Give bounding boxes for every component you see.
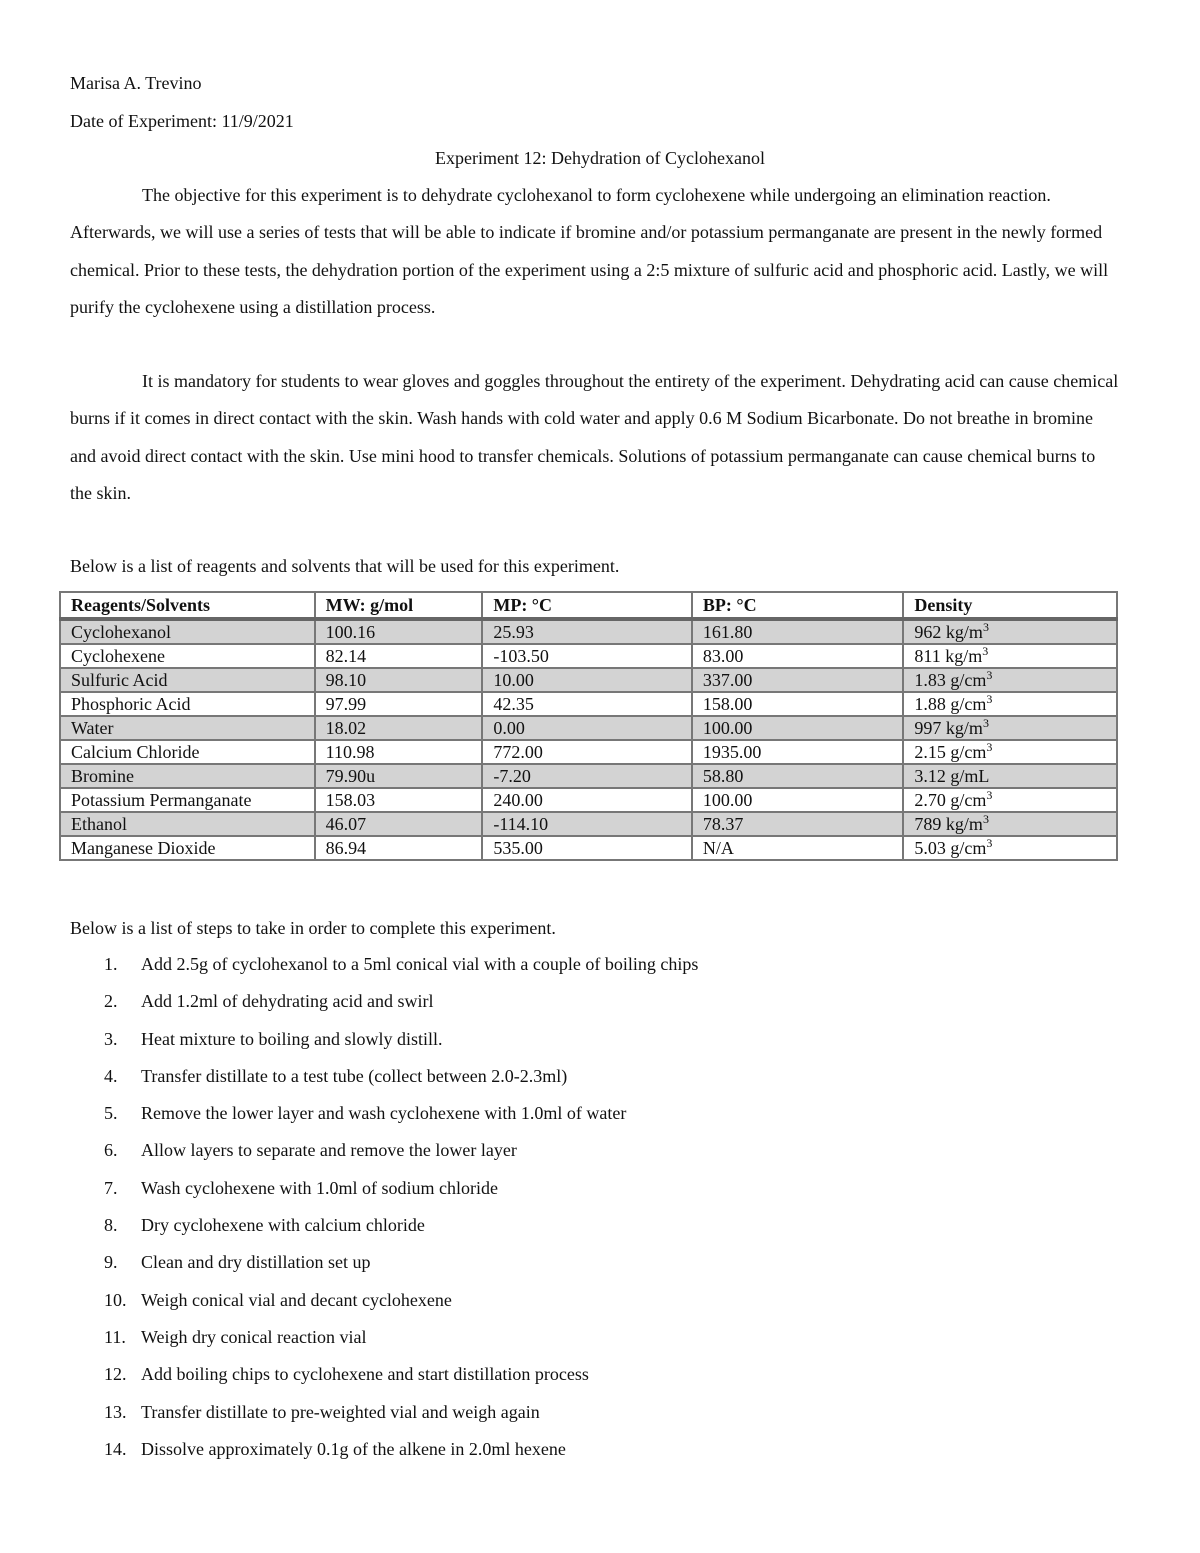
list-item — [70, 1394, 698, 1431]
cell-mp: 535.00 — [482, 836, 692, 860]
cell-mw: 100.16 — [315, 619, 483, 644]
author-name: Marisa A. Trevino — [70, 73, 202, 93]
step-number: 1. — [104, 954, 118, 974]
table-row — [60, 692, 1117, 716]
cell-reagent-name: Phosphoric Acid — [60, 692, 315, 716]
step-text: Remove the lower layer and wash cyclohexene with 1.0ml of water — [141, 1103, 627, 1124]
density-value: 5.03 g/cm — [914, 838, 987, 858]
cell-mp: 10.00 — [482, 668, 692, 692]
density-exponent: 3 — [982, 644, 989, 658]
step-text: Transfer distillate to a test tube (collect between 2.0-2.3ml) — [141, 1065, 568, 1086]
cell-bp: 337.00 — [692, 668, 904, 692]
density-value: 2.70 g/cm — [914, 790, 987, 810]
step-text: Add boiling chips to cyclohexene and start distillation process — [141, 1364, 589, 1385]
step-number: 8. — [104, 1215, 118, 1236]
table-row — [60, 836, 1117, 860]
cell-density — [903, 788, 1117, 812]
cell-mw: 18.02 — [315, 716, 483, 740]
step-text: Add 1.2ml of dehydrating acid and swirl — [141, 991, 434, 1012]
cell-density — [903, 692, 1117, 716]
cell-mw: 110.98 — [315, 740, 483, 764]
cell-reagent-name: Potassium Permanganate — [60, 788, 315, 812]
list-item — [70, 1319, 698, 1356]
steps-intro: Below is a list of steps to take in order to complete this experiment. — [70, 918, 556, 938]
density-exponent: 3 — [986, 740, 993, 754]
cell-density — [903, 619, 1117, 644]
cell-mp: 25.93 — [482, 619, 692, 644]
density-value: 3.12 g/mL — [914, 766, 990, 786]
step-text: Clean and dry distillation set up — [141, 1252, 371, 1273]
cell-mp: 42.35 — [482, 692, 692, 716]
table-row — [60, 619, 1117, 644]
density-exponent: 3 — [986, 788, 993, 802]
step-number: 3. — [104, 1028, 118, 1049]
step-number: 6. — [104, 1140, 118, 1161]
cell-density — [903, 836, 1117, 860]
step-number: 2. — [104, 991, 118, 1012]
cell-mw: 79.90u — [315, 764, 483, 788]
density-exponent: 3 — [986, 836, 993, 850]
density-value: 997 kg/m — [914, 718, 983, 738]
step-text: Weigh conical vial and decant cyclohexene — [141, 1289, 452, 1310]
cell-reagent-name: Manganese Dioxide — [60, 836, 315, 860]
cell-bp: 1935.00 — [692, 740, 904, 764]
reagents-intro: Below is a list of reagents and solvents that will be used for this experiment. — [70, 556, 620, 576]
list-item — [70, 1095, 698, 1132]
objective-paragraph — [70, 177, 1120, 326]
step-text: Allow layers to separate and remove the lower layer — [141, 1140, 517, 1161]
cell-density — [903, 740, 1117, 764]
step-text: Wash cyclohexene with 1.0ml of sodium chloride — [141, 1177, 498, 1198]
step-number: 10. — [104, 1289, 127, 1310]
cell-mw: 97.99 — [315, 692, 483, 716]
list-item — [70, 1207, 698, 1244]
density-exponent: 3 — [986, 668, 993, 682]
density-value: 1.88 g/cm — [914, 694, 987, 714]
step-number: 4. — [104, 1065, 118, 1086]
safety-text: It is mandatory for students to wear gloves and goggles throughout the entirety of the experiment. Dehydrating acid can cause chemical burns if it comes in direct contact with the skin. Wash hands with cold water and apply 0.6 M Sodium Bicarbonate. Do not breathe in bromine and avoid direct contact with the skin. Use mini hood to transfer chemicals. Solutions of potassium permanganate can cause chemical burns to the skin. — [70, 371, 1119, 503]
step-number: 13. — [104, 1401, 127, 1422]
density-exponent: 3 — [982, 812, 989, 826]
step-number: 5. — [104, 1103, 118, 1124]
reagents-table-body — [60, 619, 1117, 860]
safety-paragraph — [70, 363, 1120, 512]
list-item — [70, 1244, 698, 1281]
cell-mw: 86.94 — [315, 836, 483, 860]
col-header-mp: MP: °C — [482, 592, 692, 619]
step-number: 14. — [104, 1438, 127, 1459]
cell-density — [903, 668, 1117, 692]
col-header-bp: BP: °C — [692, 592, 904, 619]
list-item — [70, 1058, 698, 1095]
step-number: 7. — [104, 1177, 118, 1198]
cell-density — [903, 764, 1117, 788]
step-text: Dissolve approximately 0.1g of the alkene in 2.0ml hexene — [141, 1438, 566, 1459]
cell-bp: 161.80 — [692, 619, 904, 644]
step-text: Transfer distillate to pre-weighted vial and weigh again — [141, 1401, 540, 1422]
density-exponent: 3 — [982, 716, 989, 730]
cell-mp: -103.50 — [482, 644, 692, 668]
density-value: 2.15 g/cm — [914, 742, 987, 762]
cell-mp: 0.00 — [482, 716, 692, 740]
step-text: Dry cyclohexene with calcium chloride — [141, 1215, 425, 1236]
list-item — [70, 1170, 698, 1207]
step-text: Heat mixture to boiling and slowly distill. — [141, 1028, 443, 1049]
density-value: 811 kg/m — [914, 646, 983, 666]
table-row — [60, 812, 1117, 836]
cell-mw: 158.03 — [315, 788, 483, 812]
steps-list — [70, 946, 698, 1468]
cell-bp: N/A — [692, 836, 904, 860]
density-exponent: 3 — [982, 620, 989, 634]
reagents-table — [59, 591, 1118, 861]
cell-density — [903, 716, 1117, 740]
cell-bp: 100.00 — [692, 788, 904, 812]
objective-text: The objective for this experiment is to dehydrate cyclohexanol to form cyclohexene while undergoing an elimination reaction. Afterwards, we will use a series of tests that will be able to indicate if bromine and/or potassium permanganate are present in the newly formed chemical. Prior to these tests, the dehydration portion of the experiment using a 2:5 mixture of sulfuric acid and phosphoric acid. Lastly, we will purify the cyclohexene using a distillation process. — [70, 185, 1109, 317]
col-header-reagent: Reagents/Solvents — [60, 592, 315, 619]
cell-reagent-name: Cyclohexene — [60, 644, 315, 668]
table-row — [60, 668, 1117, 692]
step-text: Add 2.5g of cyclohexanol to a 5ml conical vial with a couple of boiling chips — [141, 954, 699, 974]
cell-mw: 46.07 — [315, 812, 483, 836]
cell-density — [903, 812, 1117, 836]
cell-bp: 78.37 — [692, 812, 904, 836]
table-row — [60, 716, 1117, 740]
cell-mp: 240.00 — [482, 788, 692, 812]
list-item — [70, 1431, 698, 1468]
density-value: 789 kg/m — [914, 814, 983, 834]
table-row — [60, 740, 1117, 764]
cell-mp: -7.20 — [482, 764, 692, 788]
cell-bp: 100.00 — [692, 716, 904, 740]
cell-reagent-name: Water — [60, 716, 315, 740]
cell-mp: 772.00 — [482, 740, 692, 764]
table-row — [60, 764, 1117, 788]
cell-mw: 82.14 — [315, 644, 483, 668]
density-value: 962 kg/m — [914, 622, 983, 642]
table-row — [60, 644, 1117, 668]
list-item — [70, 1282, 698, 1319]
list-item — [70, 1132, 698, 1169]
density-value: 1.83 g/cm — [914, 670, 987, 690]
document-title: Experiment 12: Dehydration of Cyclohexanol — [435, 148, 765, 168]
step-number: 11. — [104, 1326, 126, 1347]
table-row — [60, 788, 1117, 812]
cell-bp: 83.00 — [692, 644, 904, 668]
col-header-mw: MW: g/mol — [315, 592, 483, 619]
cell-reagent-name: Sulfuric Acid — [60, 668, 315, 692]
cell-reagent-name: Ethanol — [60, 812, 315, 836]
list-item — [70, 1356, 698, 1393]
list-item — [70, 983, 698, 1020]
cell-density — [903, 644, 1117, 668]
col-header-density: Density — [903, 592, 1117, 619]
cell-bp: 58.80 — [692, 764, 904, 788]
cell-mw: 98.10 — [315, 668, 483, 692]
list-item — [70, 1021, 698, 1058]
cell-mp: -114.10 — [482, 812, 692, 836]
cell-bp: 158.00 — [692, 692, 904, 716]
cell-reagent-name: Calcium Chloride — [60, 740, 315, 764]
step-number: 12. — [104, 1364, 127, 1385]
density-exponent: 3 — [986, 692, 993, 706]
experiment-date: Date of Experiment: 11/9/2021 — [70, 111, 294, 131]
table-header-row — [60, 592, 1117, 619]
step-text: Weigh dry conical reaction vial — [141, 1326, 367, 1347]
step-number: 9. — [104, 1252, 118, 1273]
list-item — [70, 946, 698, 983]
cell-reagent-name: Cyclohexanol — [60, 619, 315, 644]
cell-reagent-name: Bromine — [60, 764, 315, 788]
